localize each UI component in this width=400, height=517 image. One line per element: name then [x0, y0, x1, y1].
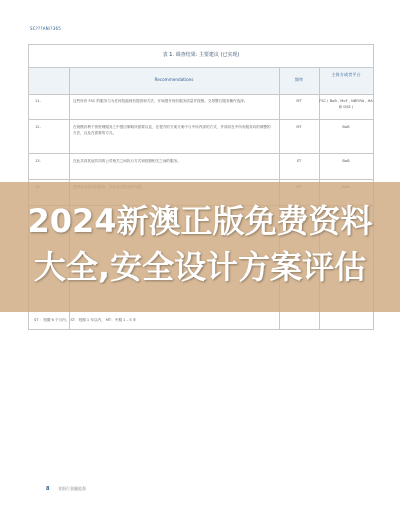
- row-party: BoB: [342, 159, 350, 163]
- row-frequency: MT: [296, 99, 302, 103]
- header-recommendations: Recommendations: [154, 77, 194, 82]
- header-frequency: 频率: [294, 77, 304, 82]
- table-row: [29, 94, 373, 120]
- header-party: 主体方或者平台: [331, 72, 361, 77]
- row-number: 13.: [35, 159, 41, 163]
- row-number: 12.: [35, 125, 41, 129]
- row-party: FSC ( BoB , MoF , NBFIRA , HA 和 DSE ): [319, 99, 373, 109]
- row-recommendation: 在此共同其他共同的公司相关之间执行方式和按照相关之间的服务。: [73, 159, 181, 163]
- watermark-line-2: 大全,安全设计方案评估: [33, 248, 367, 286]
- row-number: 11.: [35, 99, 41, 103]
- watermark-text: [0, 198, 400, 290]
- table-row: [29, 154, 373, 180]
- row-recommendation: 这些所有 FSC 的服务与为任何技能现有提供和方法，开始提升现价服务质量并按照。交易整石服务操作选择。: [73, 99, 248, 103]
- row-party: BoB: [342, 125, 350, 129]
- row-frequency: MT: [296, 125, 302, 129]
- table-legend: ST ：短期 6 个月内， ST：短期 1 年以内， MT：中期 1 – 5 年: [34, 318, 137, 322]
- table-title: 表 1. 调查结果: 主要建议 (已实现): [162, 52, 240, 58]
- table-header: [29, 67, 373, 95]
- page-code: SC???AN/?365: [30, 26, 61, 31]
- row-frequency: ST: [296, 159, 302, 163]
- table-row: [29, 120, 373, 154]
- watermark-line-1: 2024新澳正版免费资料: [27, 202, 373, 240]
- page-number: 8: [46, 486, 50, 492]
- row-recommendation: 在规模有利于资资理服务之中提出策略所需要以及，在提升的方案方案中与中所内部的方式，并同同在中所有服务向的调整的方法，以及在需要的方式。: [73, 125, 271, 135]
- footer-text: 非银行金融监督: [58, 486, 86, 491]
